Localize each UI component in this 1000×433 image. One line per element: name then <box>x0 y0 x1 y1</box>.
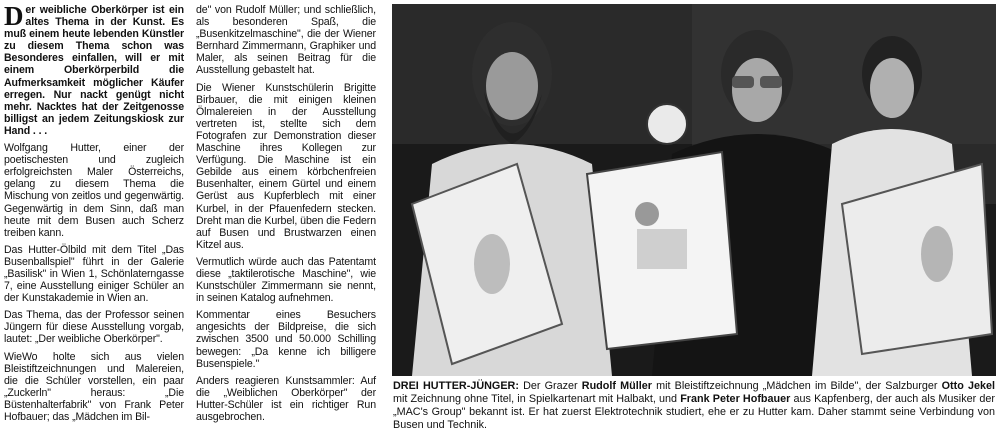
article-paragraph: Das Thema, das der Professor seinen Jüngern für diese Ausstellung vorgab, lautet: „Der weibliche Oberkörper". <box>4 309 184 346</box>
photo-caption <box>393 380 995 432</box>
badge <box>647 104 687 144</box>
caption-text: mit Bleistiftzeichnung „Mädchen im Bilde", der Salzburger <box>651 380 942 392</box>
caption-text: aus Kapfenberg, der auch als Musiker der „MAC's Group" bekannt ist. Er hat zuerst Elektrotechnik studiert, ehe er zu Hutter kam. Daher stammt seine Verbindung von Busen und Technik. <box>393 393 995 431</box>
caption-name: Otto Jekel <box>941 380 995 392</box>
photo-illustration <box>392 4 996 376</box>
article-lead-text: er weibliche Oberkörper ist ein altes Thema in der Kunst. Es muß einem heute lebenden Künstler zu diesem Thema schon was Besonderes einfallen, will er mit einem Oberkörperbild die Aufmerksamkeit möglicher Käufer erregen. Nur nackt genügt nicht mehr. Nacktes hat der Zeitgenosse billigst an jedem Zeitungskiosk zur Hand . . . <box>4 4 184 137</box>
article-paragraph: Die Wiener Kunstschülerin Brigitte Birbauer, die mit einigen kleinen Ölmalereien in der Ausstellung vertreten ist, stellte sich dem Fotografen zur Demonstration dieser Maschine ihres Kollegen zur Verfügung. Die Maschine ist ein Gebilde aus einem körbchenfreien Busenhalter, einem Gürtel und einem Gerüst aus Kupferblech mit einer Kurbel, in der Pfauenfedern stecken. Dreht man die Kurbel, üben die Federn auf Busen und Brustwarzen einen Kitzel aus. <box>196 81 376 251</box>
article-column-1 <box>4 1 184 428</box>
article-paragraph: Anders reagieren Kunstsammler: Auf die „Weiblichen Oberkörper" der Hutter-Schüler ist ein richtiger Run ausgebrochen. <box>196 374 376 423</box>
article-paragraph: Kommentar eines Besuchers angesichts der Bildpreise, die sich zwischen 3500 und 50.000 Schilling bewegen: „Da kenne ich billigere Busenspiele." <box>196 309 376 370</box>
article-paragraph: de" von Rudolf Müller; und schließlich, als besonderen Spaß, die „Busenkitzelmaschine", die der Wiener Bernhard Zimmermann, Graphiker und Maler, als seinen Beitrag für die Ausstellung gebastelt hat. <box>196 4 376 77</box>
article-paragraph: WieWo holte sich aus vielen Bleistiftzeichnungen und Malereien, die die Schüler vorstellen, ein paar „Zuckerln" heraus: „Die Büstenhalterfabrik" von Frank Peter Hofbauer; das „Mädchen im Bil- <box>4 350 184 423</box>
article-paragraph: Das Hutter-Ölbild mit dem Titel „Das Busenballspiel" führt in der Galerie „Basilisk" in Wien 1, Schönlaterngasse 7, eine Ausstellung einiger Schüler an der Kunstakademie in Wien an. <box>4 243 184 305</box>
caption-name: Frank Peter Hofbauer <box>680 393 791 405</box>
article-paragraph: Wolfgang Hutter, einer der poetischesten und zugleich erfolgreichsten Maler Österreichs, gelang zu diesem Thema die Mischung von zeitlos und gegenwärtig. Gegenwärtig in dem Sinn, daß man heute mit dem Busen auch Scherz treiben kann. <box>4 142 184 239</box>
caption-text: mit Zeichnung ohne Titel, in Spielkartenart mit Halbakt, und <box>393 393 681 405</box>
article-lead-paragraph <box>4 1 184 137</box>
drop-cap: D <box>4 1 24 31</box>
caption-lead: DREI HUTTER-JÜNGER: <box>393 380 519 392</box>
caption-text: Der Grazer <box>518 380 582 392</box>
caption-name: Rudolf Müller <box>581 380 652 392</box>
artwork-middle <box>587 152 737 349</box>
news-photo <box>392 4 996 376</box>
article-paragraph: Vermutlich würde auch das Patentamt diese „taktilerotische Maschine", wie Kunstschüler Zimmermann sie nennt, in seinen Katalog aufnehmen. <box>196 255 376 305</box>
article-column-2 <box>196 4 376 428</box>
